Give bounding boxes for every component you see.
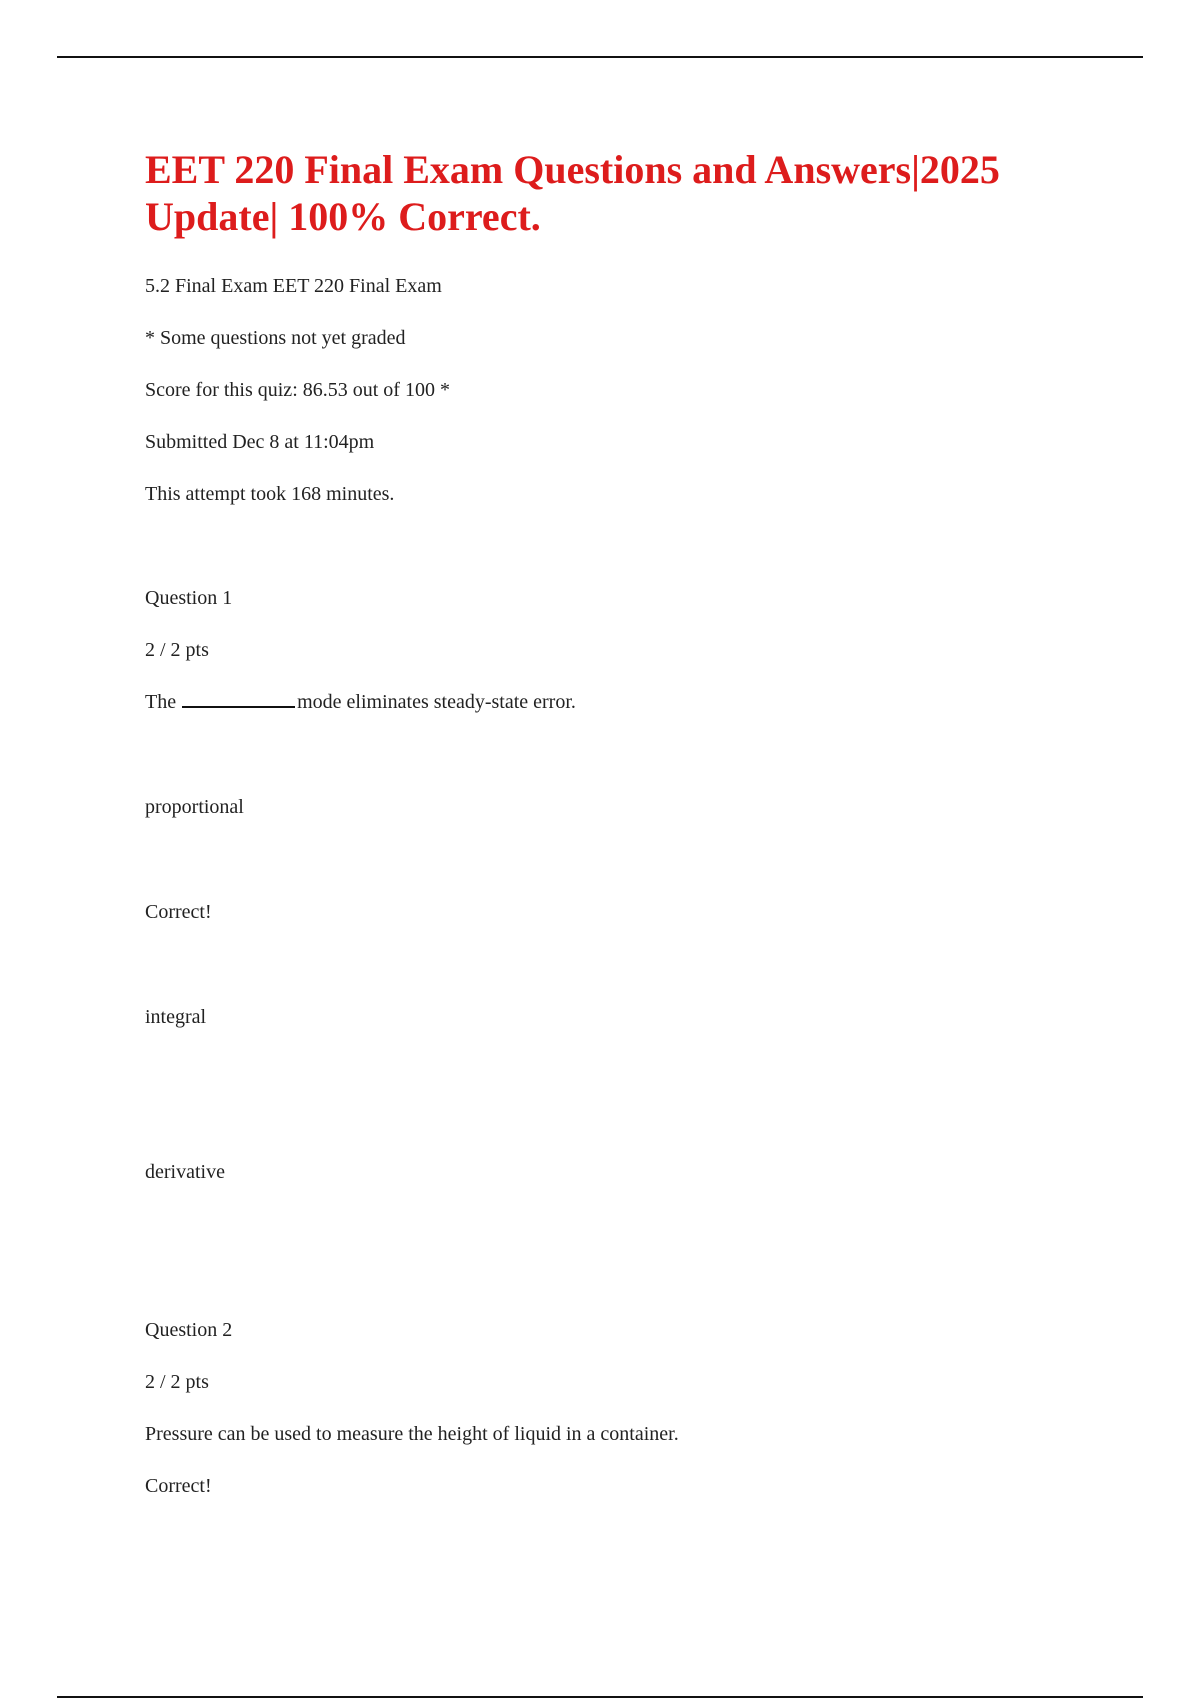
question-1-prompt-start: The bbox=[145, 691, 177, 713]
attempt-duration: This attempt took 168 minutes. bbox=[145, 483, 395, 505]
question-1-option-integral: integral bbox=[145, 1006, 207, 1028]
question-2-correct-marker: Correct! bbox=[145, 1475, 212, 1497]
question-1-option-proportional: proportional bbox=[145, 796, 244, 818]
question-1-points: 2 / 2 pts bbox=[145, 639, 209, 661]
header-rule bbox=[57, 56, 1143, 58]
question-1-correct-marker: Correct! bbox=[145, 901, 212, 923]
score-line: Score for this quiz: 86.53 out of 100 * bbox=[145, 379, 450, 401]
question-1-prompt-end: mode eliminates steady-state error. bbox=[297, 691, 576, 713]
fill-in-blank bbox=[182, 692, 295, 708]
document-title: EET 220 Final Exam Questions and Answers|2025 Update| 100% Correct. bbox=[145, 147, 1000, 239]
quiz-name: 5.2 Final Exam EET 220 Final Exam bbox=[145, 275, 442, 297]
submitted-time: Submitted Dec 8 at 11:04pm bbox=[145, 431, 375, 453]
grading-note: * Some questions not yet graded bbox=[145, 327, 406, 349]
footer-rule bbox=[57, 1696, 1143, 1698]
question-1-label: Question 1 bbox=[145, 587, 233, 609]
question-2-points: 2 / 2 pts bbox=[145, 1371, 209, 1393]
question-2-label: Question 2 bbox=[145, 1319, 233, 1341]
question-2-prompt: Pressure can be used to measure the height of liquid in a container. bbox=[145, 1423, 679, 1445]
question-1-option-derivative: derivative bbox=[145, 1161, 225, 1183]
question-1-prompt bbox=[145, 690, 576, 714]
